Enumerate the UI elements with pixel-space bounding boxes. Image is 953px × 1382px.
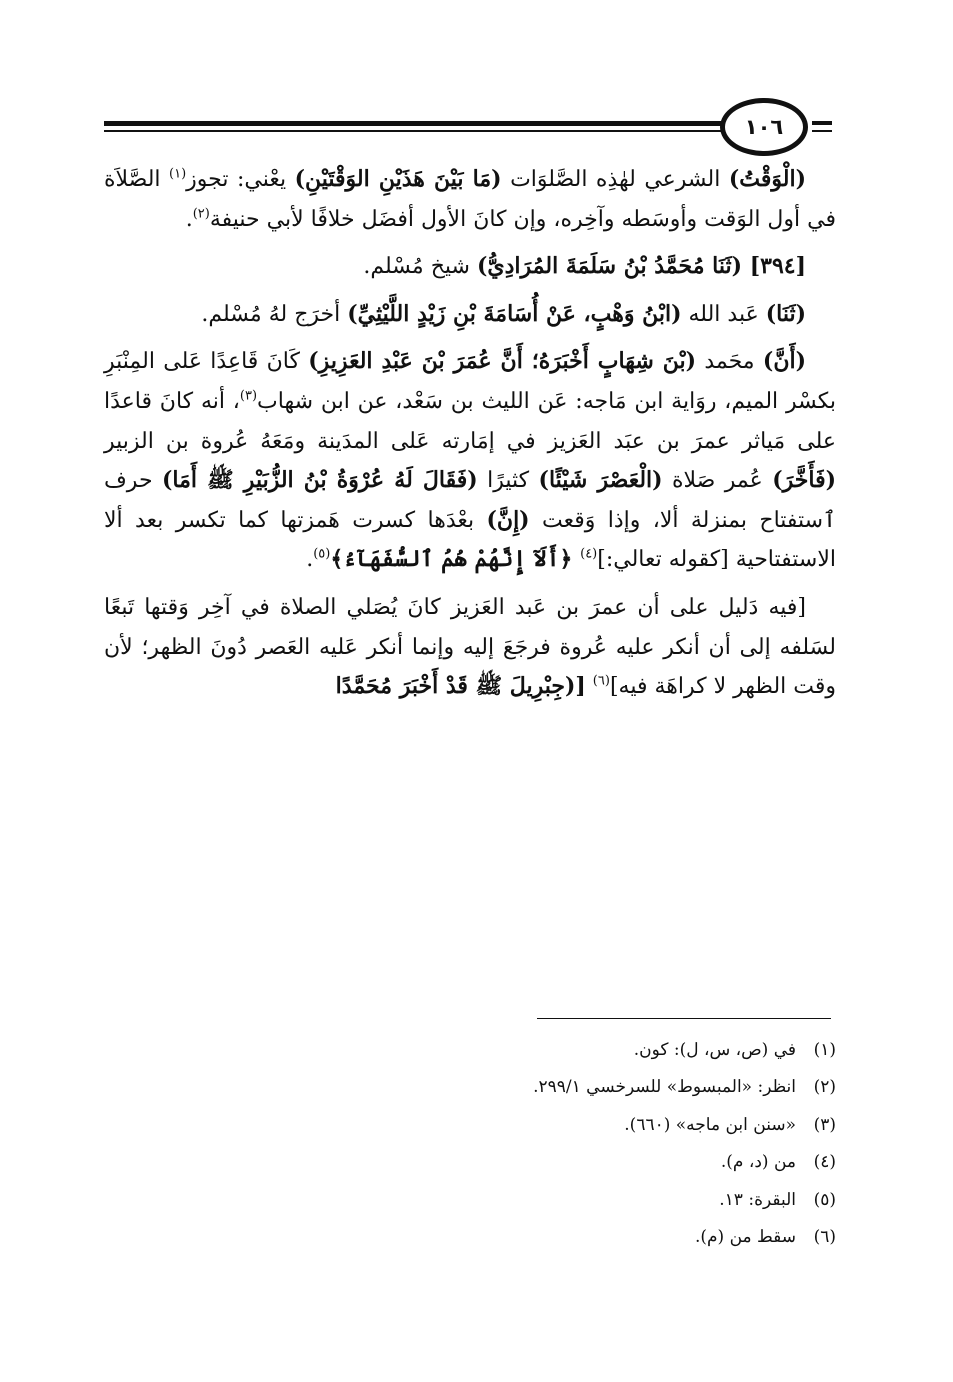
footnote-text: سقط من (م). (694, 1226, 796, 1247)
commentary-text: عَبد الله (681, 301, 766, 327)
quoted-text: [(جِبْرِيلَ ﷺ قَدْ أَخْبَرَ مُحَمَّدًا (335, 673, 586, 700)
footnote-ref: (٤) (580, 547, 598, 563)
header-rule-thin (104, 130, 722, 132)
page-number: ١٠٦ (744, 115, 784, 139)
quoted-text: (الْعَصْرَ شَيْئًا) (538, 467, 663, 494)
commentary-text: شيخ مُسْلم. (363, 254, 477, 280)
footnote-ref: (٥) (313, 547, 331, 563)
header-rule-thick (104, 121, 722, 126)
quoted-text: (مَا بَيْنَ هَذَيْنِ الوَقْتَيْنِ) (294, 166, 502, 192)
footnote (104, 1182, 836, 1219)
quoted-text: (بْنَ شِهَابٍ أَخْبَرَهُ؛ أَنَّ عُمَرَ بْنَ عَبْدِ العَزِيزِ) (308, 348, 697, 375)
commentary-text: . (185, 206, 193, 232)
commentary-text (586, 674, 593, 699)
commentary-text: الصَّلاَة في أول الوَقت وأوسَطه وآخِره، وإن كانَ الأول أفضَل خلافًا لأبي حنيفة (104, 167, 836, 232)
commentary-text: حرف ٱستفتاح بمنزلة ألا، وإذا وَقعت (104, 468, 837, 533)
commentary-text: محَمد (696, 349, 763, 375)
commentary-text: يعْني: تجوز (186, 167, 295, 192)
quoted-text: (فَأَخَّرَ) (772, 467, 836, 494)
commentary-text: . (306, 547, 314, 573)
page-number-badge (720, 98, 808, 156)
footnote-text: في (ص، س، ل): كون. (633, 1040, 796, 1060)
quoted-text: (الْوَقْتُ) (728, 166, 806, 192)
commentary-text: كثيرًا (477, 468, 539, 494)
footnote-text: «سنن ابن ماجه» (٦٦٠). (624, 1114, 796, 1135)
footnote-text: انظر: «المبسوط» للسرخسي ٢٩٩/١. (533, 1077, 796, 1098)
footnote-ref: (١) (169, 166, 187, 182)
footnote (104, 1144, 836, 1181)
commentary-text: بعْدَها كسرت هَمزتها كما تكسر بعد ألا الاستفتاحية [كقوله تعالي:] (104, 507, 836, 573)
footnote (104, 1069, 836, 1106)
quoted-text: (ثَنَا) (765, 300, 806, 327)
footnote-text: البقرة: ١٣. (719, 1189, 796, 1210)
quoted-text: (فَقَالَ لَهُ عُرْوَةُ بْنُ الزُّبَيْرِ ﷺ أَمَا) (162, 467, 478, 494)
footnote-text: من (د، م). (720, 1152, 796, 1173)
footnote-number: (٥) (813, 1189, 836, 1210)
footnote-ref: (٦) (592, 673, 610, 689)
footnote-number: (٦) (813, 1226, 836, 1247)
quoted-text: (إِنَّ) (486, 506, 530, 533)
hadith-number-chain: [٣٩٤] (ثَنَا مُحَمَّدُ بْنُ سَلَمَةَ المُرَادِيُّ) (476, 253, 806, 280)
quoted-text: (أَنَّ) (762, 348, 806, 375)
header-rule-right (812, 121, 832, 132)
paragraph-2 (104, 247, 836, 287)
commentary-text: الشرعي لهٰذِه الصَّلوَات (501, 167, 729, 192)
footnote-number: (١) (813, 1040, 836, 1060)
page-header (104, 96, 832, 166)
commentary-text: أخرَج لهُ مُسْلم. (201, 301, 348, 327)
footnote-number: (٤) (813, 1152, 836, 1173)
footnote (104, 1219, 836, 1256)
paragraph-3 (104, 295, 836, 335)
footnote (104, 1032, 836, 1069)
footnote-ref: (٢) (192, 206, 210, 222)
quoted-text: (ابْنُ وَهْبٍ، عَنْ أُسَامَةَ بْنِ زَيْدٍ اللَّيْثِيِّ) (347, 300, 682, 327)
footnote (104, 1107, 836, 1144)
footnotes (104, 1032, 836, 1256)
footnote-number: (٣) (813, 1114, 836, 1135)
paragraph-5 (104, 588, 836, 707)
paragraph-4 (104, 342, 836, 580)
commentary-text: [فيه دَليل على أن عمرَ بن عَبد العَزيز كانَ يُصَلي الصلاة في آخِر وَقتها تَبعًا لسَلفه إلى أن أنكر عليه عُروة فرجَعَ إليه وإنما أنكر عَليه العَصر دُونَ الظهر؛ لأن وقت الظهر لا كراهَة فيه] (104, 594, 836, 700)
paragraph-1 (104, 160, 836, 239)
commentary-text: كَانَ قَاعِدًا عَلى المِنْبَرِ بكسْر الميم، روَاية ابن مَاجه: عَن الليث بن سَعْد، عن ابن شهاب (104, 349, 836, 414)
commentary-text: عُمر صَلاة (662, 468, 773, 494)
quran-verse: ﴿أَلَآ إِنَّهُمْ هُمُ ٱلسُّفَهَآءُ﴾ (330, 546, 581, 573)
footnote-ref: (٣) (239, 388, 258, 404)
commentary-text: ، أنه كانَ قاعدًا على مَياثر عمرَ بن عبَد العَزيز في إمَارته عَلى المدَينة ومَعَهُ عُروة بن الزبير (104, 388, 836, 454)
main-text (104, 160, 836, 715)
footnote-divider (537, 1018, 831, 1019)
footnote-number: (٢) (813, 1077, 836, 1098)
